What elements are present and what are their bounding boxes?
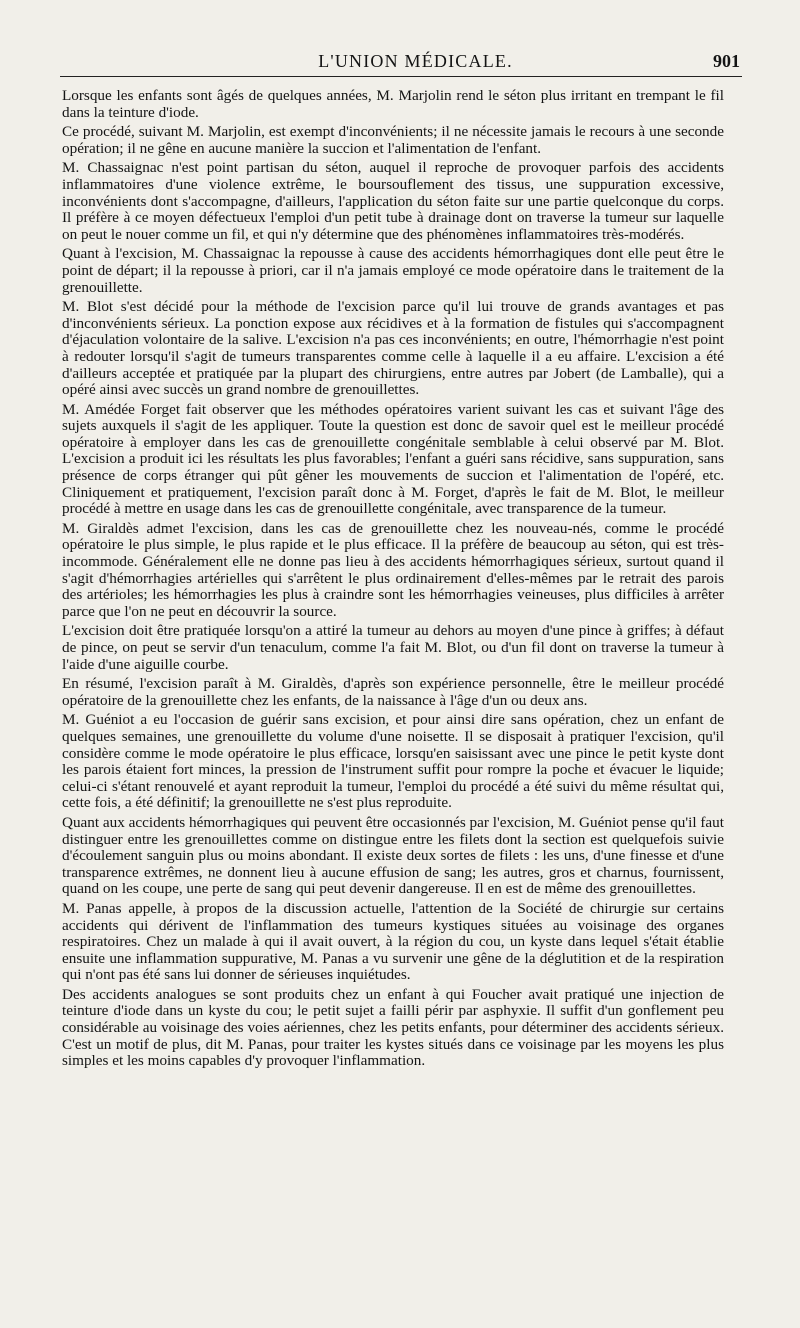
paragraph: Ce procédé, suivant M. Marjolin, est exempt d'inconvénients; il ne nécessite jamais le recours à une seconde opération; il ne gêne en aucune manière la succion et l'alimentation de l'enfant.: [62, 123, 724, 157]
running-title: L'UNION MÉDICALE.: [318, 51, 513, 71]
article-body: [62, 88, 724, 1073]
page-number: 901: [713, 51, 740, 71]
paragraph: M. Panas appelle, à propos de la discussion actuelle, l'attention de la Société de chirurgie sur certains accidents qui dérivent de l'inflammation des tumeurs kystiques situées au voisinage des organes respiratoires. Chez un malade à qui il avait ouvert, à la région du cou, un kyste dans lequel s'était établie ensuite une inflammation suppurative, M. Panas a vu survenir une gêne de la déglutition et de la respiration qui n'ont pas été sans lui donner de sérieuses inquiétudes.: [62, 899, 724, 984]
header-rule: [60, 76, 742, 77]
page-header: [58, 44, 740, 72]
paragraph: M. Chassaignac n'est point partisan du séton, auquel il reproche de provoquer parfois des accidents inflammatoires d'une violence extrême, le boursouflement des tissus, une suppuration excessive, inconvénients dont s'accompagne, d'ailleurs, l'application du séton faite sur une partie quelconque du corps. Il préfère à ce moyen défectueux l'emploi d'un petit tube à drainage dont on traverse la tumeur sur laquelle on peut le nouer comme un fil, et qui n'y détermine que des phénomènes inflammatoires très-modérés.: [62, 159, 724, 243]
paragraph: L'excision doit être pratiquée lorsqu'on a attiré la tumeur au dehors au moyen d'une pince à griffes; à défaut de pince, on peut se servir d'un tenaculum, comme l'a fait M. Blot, ou d'un fil dont on traverse la tumeur à l'aide d'une aiguille courbe.: [62, 622, 724, 673]
paragraph: Quant aux accidents hémorrhagiques qui peuvent être occasionnés par l'excision, M. Guéniot pense qu'il faut distinguer entre les grenouillettes comme on distingue entre les filets dont la section est quelquefois suivie d'écoulement sanguin plus ou moins abondant. Il existe deux sortes de filets : les uns, d'une finesse et d'une transparence extrêmes, ne donnent lieu à aucune effusion de sang; les autres, gros et charnus, fournissent, quand on les coupe, une perte de sang qui peut devenir dangereuse. Il en est de même des grenouillettes.: [62, 813, 724, 898]
paragraph: M. Guéniot a eu l'occasion de guérir sans excision, et pour ainsi dire sans opération, chez un enfant de quelques semaines, une grenouillette du volume d'une noisette. Il se disposait à pratiquer l'excision, qu'il considère comme le mode opératoire le plus efficace, lorsqu'en saisissant avec une pince le petit kyste dont les parois étaient fort minces, la pression de l'instrument suffit pour rompre la poche et évacuer le liquide; celui-ci s'étant renouvelé et ayant reproduit la tumeur, l'emploi du procédé a été suivi du même résultat qui, cette fois, a été définitif; la grenouillette ne s'est plus reproduite.: [62, 711, 724, 812]
paragraph: Lorsque les enfants sont âgés de quelques années, M. Marjolin rend le séton plus irritant en trempant le fil dans la teinture d'iode.: [62, 87, 724, 121]
paragraph: M. Giraldès admet l'excision, dans les cas de grenouillette chez les nouveau-nés, comme le procédé opératoire le plus simple, le plus rapide et le plus efficace. Il la préfère de beaucoup au séton, qui est très-incommode. Généralement elle ne donne pas lieu à des accidents hémorrhagiques sérieux, surtout quand il s'agit d'hémorrhagies artérielles qui s'arrêtent le plus ordinairement d'elles-mêmes par le retrait des parois des artérioles; les hémorrhagies les plus à craindre sont les hémorrhagies veineuses, plus difficiles à arrêter parce que l'on ne peut en découvrir la source.: [62, 519, 724, 620]
paragraph: Des accidents analogues se sont produits chez un enfant à qui Foucher avait pratiqué une injection de teinture d'iode dans un kyste du cou; le petit sujet a failli périr par asphyxie. Il suffit d'un gonflement peu considérable au voisinage des voies aériennes, chez les petits enfants, pour déterminer des accidents sérieux. C'est un motif de plus, dit M. Panas, pour traiter les kystes situés dans ce voisinage par les moyens les plus simples et les moins capables d'y provoquer l'inflammation.: [62, 985, 724, 1070]
paragraph: M. Blot s'est décidé pour la méthode de l'excision parce qu'il lui trouve de grands avantages et pas d'inconvénients sérieux. La ponction expose aux récidives et à la formation de fistules qui s'accompagnent d'éjaculation volontaire de la salive. L'excision n'a pas ces inconvénients; en outre, l'hémorrhagie n'est point à redouter lorsqu'il s'agit de tumeurs transparentes comme celle à laquelle il a eu affaire. L'excision a été d'ailleurs acceptée et pratiquée par la plupart des chirurgiens, entre autres par Jobert (de Lamballe), qui a opéré ainsi avec succès un grand nombre de grenouillettes.: [62, 298, 724, 399]
paragraph: En résumé, l'excision paraît à M. Giraldès, d'après son expérience personnelle, être le meilleur procédé opératoire de la grenouillette chez les enfants, de la naissance à l'âge d'un ou deux ans.: [62, 675, 724, 709]
paragraph: Quant à l'excision, M. Chassaignac la repousse à cause des accidents hémorrhagiques dont elle peut être le point de départ; il la repousse à priori, car il n'a jamais employé ce mode opératoire dans le traitement de la grenouillette.: [62, 245, 724, 296]
paragraph: M. Amédée Forget fait observer que les méthodes opératoires varient suivant les cas et suivant l'âge des sujets auxquels il s'agit de les appliquer. Toute la question est donc de savoir quel est le meilleur procédé opératoire à employer dans les cas de grenouillette congénitale semblable à celui observé par M. Blot. L'excision a produit ici les résultats les plus favorables; l'enfant a guéri sans récidive, sans suppuration, sans présence de corps étranger qui pût gêner les mouvements de succion et l'alimentation de l'opéré, etc. Cliniquement et pratiquement, l'excision paraît donc à M. Forget, d'après le fait de M. Blot, le meilleur procédé à mettre en usage dans les cas de grenouillette congénitale, avec transparence de la tumeur.: [62, 400, 724, 518]
